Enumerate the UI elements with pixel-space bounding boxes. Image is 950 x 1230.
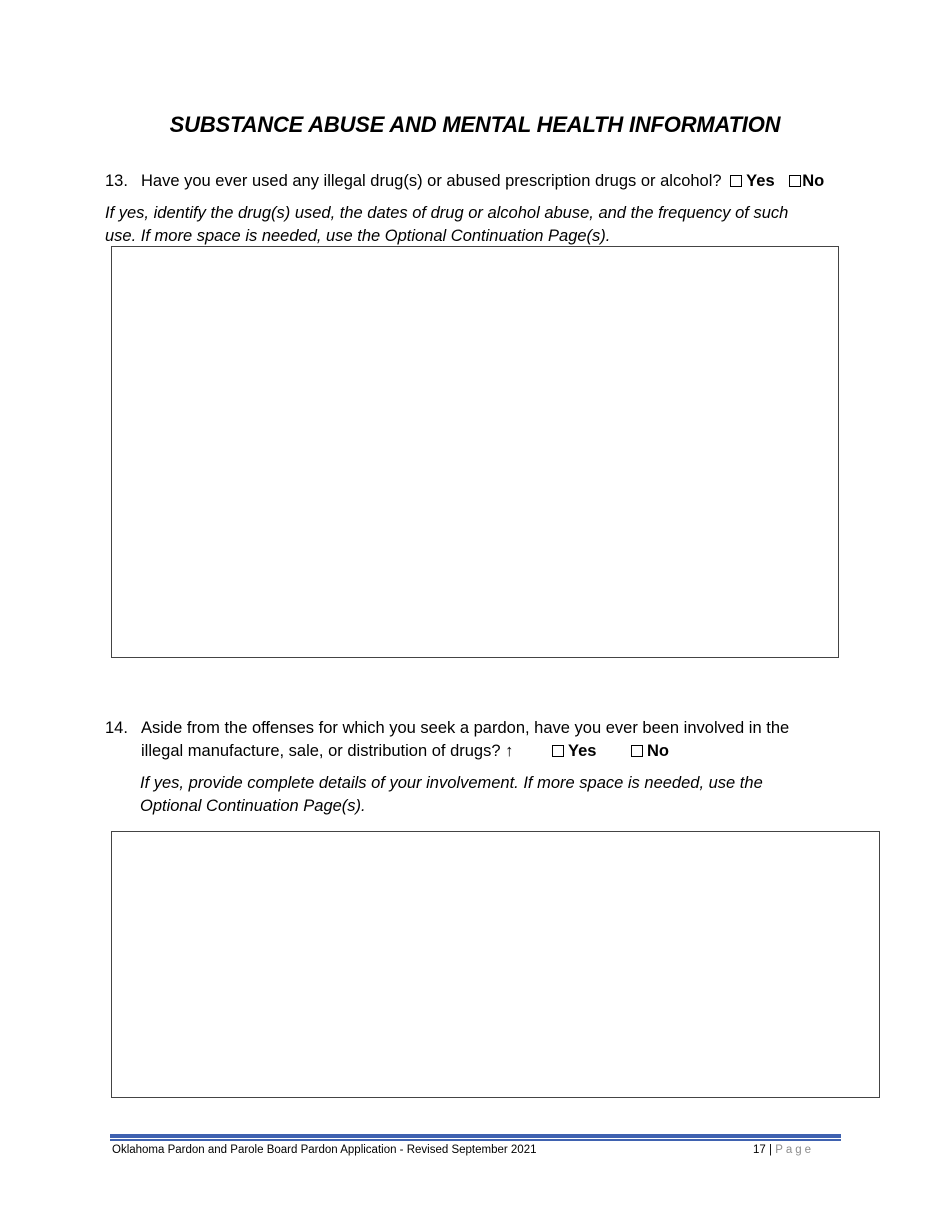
question-14-text-line-1: Aside from the offenses for which you seek a pardon, have you ever been involved in the — [141, 719, 790, 737]
question-13-text: Have you ever used any illegal drug(s) or abused prescription drugs or alcohol? — [141, 172, 722, 190]
question-13 — [105, 172, 824, 191]
question-14 — [105, 719, 789, 738]
question-14-instructions — [140, 772, 763, 818]
q14-instructions-line-1: If yes, provide complete details of your involvement. If more space is needed, use the — [140, 774, 763, 792]
q14-instructions-line-2: Optional Continuation Page(s). — [140, 797, 366, 815]
q14-no-checkbox[interactable] — [631, 745, 643, 757]
page-number: 17 — [753, 1144, 766, 1156]
question-14-text-line-2: illegal manufacture, sale, or distribution of drugs? ↑ — [141, 742, 514, 760]
page-label: Page — [775, 1144, 815, 1156]
q14-yes-checkbox[interactable] — [552, 745, 564, 757]
q13-yes-label: Yes — [746, 172, 775, 190]
question-13-instructions — [105, 202, 788, 248]
footer-page — [753, 1144, 814, 1156]
page-separator: | — [769, 1144, 772, 1156]
q13-answer-box[interactable] — [111, 246, 839, 658]
q13-no-checkbox[interactable] — [789, 175, 801, 187]
question-13-number: 13. — [105, 172, 128, 190]
q14-no-label: No — [647, 742, 670, 760]
section-title: SUBSTANCE ABUSE AND MENTAL HEALTH INFORMATION — [169, 112, 781, 137]
footer-text: Oklahoma Pardon and Parole Board Pardon Application - Revised September 2021 — [112, 1144, 537, 1156]
footer-rule-thin — [110, 1139, 841, 1141]
q13-yes-checkbox[interactable] — [730, 175, 742, 187]
q13-no-label: No — [802, 172, 825, 190]
footer-rule-thick — [110, 1134, 841, 1138]
q13-instructions-line-1: If yes, identify the drug(s) used, the dates of drug or alcohol abuse, and the frequency of such — [105, 204, 789, 222]
q13-instructions-line-2: use. If more space is needed, use the Optional Continuation Page(s). — [105, 227, 611, 245]
question-14-number: 14. — [105, 719, 128, 737]
q14-yes-label: Yes — [567, 742, 597, 760]
question-14-line-2 — [141, 742, 669, 761]
q14-answer-box[interactable] — [111, 831, 880, 1098]
